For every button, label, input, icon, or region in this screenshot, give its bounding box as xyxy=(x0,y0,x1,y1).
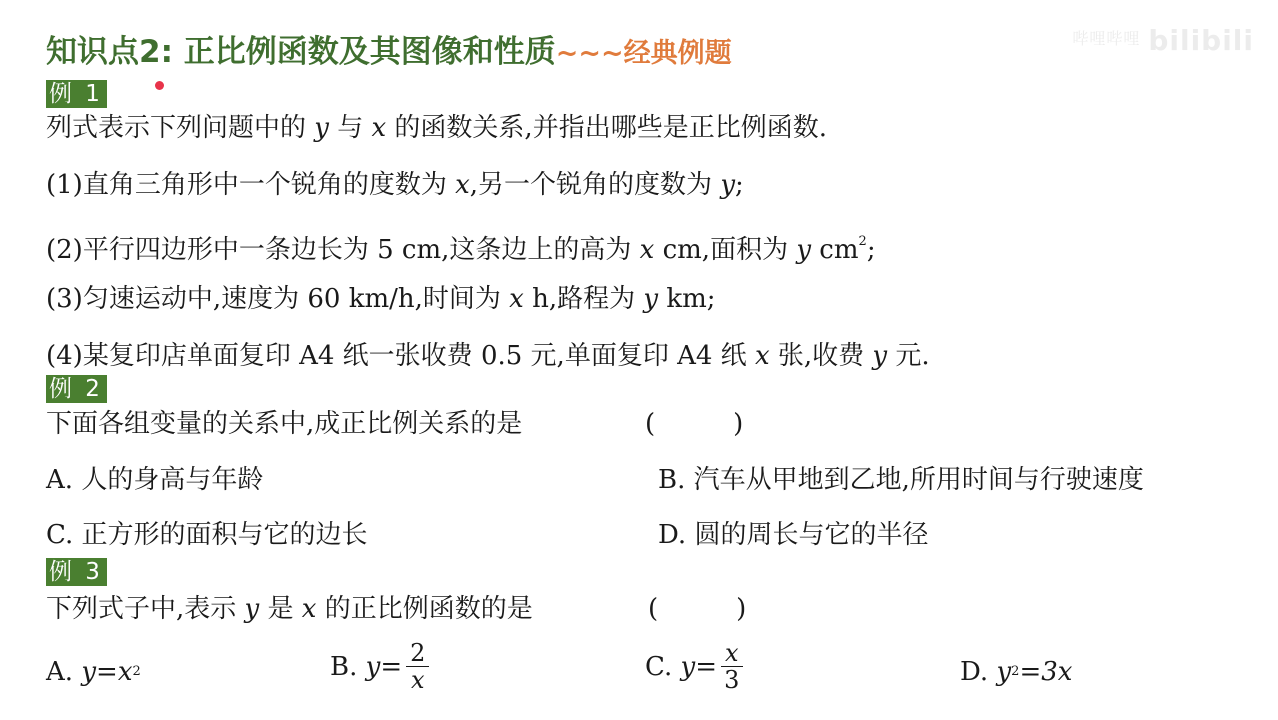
text: 与 xyxy=(328,113,372,143)
example-2-prompt: 下面各组变量的关系中,成正比例关系的是 xyxy=(46,409,523,439)
var-y: y xyxy=(720,170,736,200)
example-1-item-3 xyxy=(46,282,716,316)
example-2-option-b xyxy=(658,463,1144,497)
example-2-option-d xyxy=(658,518,928,552)
title-main: 知识点2: 正比例函数及其图像和性质 xyxy=(46,34,556,70)
option-label: A. xyxy=(46,465,74,495)
title-suffix: ~~~经典例题 xyxy=(555,38,732,69)
equals-sign: = xyxy=(1019,657,1042,687)
option-text: 圆的周长与它的半径 xyxy=(694,520,929,550)
text: cm xyxy=(811,235,859,265)
superscript: 2 xyxy=(132,664,141,679)
example-1-badge: 例 1 xyxy=(46,80,107,108)
text: h,路程为 xyxy=(523,284,644,314)
page-title xyxy=(46,32,732,74)
var-y: y xyxy=(796,235,812,265)
var-y: y xyxy=(81,657,97,687)
option-label: B. xyxy=(658,465,686,495)
text: km; xyxy=(658,284,716,314)
var-x: x xyxy=(509,284,524,314)
numerator: 2 xyxy=(406,640,429,667)
text: (3)匀速运动中,速度为 60 km/h,时间为 xyxy=(46,284,510,314)
var-y: y xyxy=(244,594,260,624)
example-2-badge: 例 2 xyxy=(46,375,107,403)
var-y: y xyxy=(314,113,329,143)
text: ; xyxy=(735,170,744,200)
text: (1)直角三角形中一个锐角的度数为 xyxy=(46,170,456,200)
example-1-item-1 xyxy=(46,168,744,202)
text: 张,收费 xyxy=(769,341,873,371)
text: 下列式子中,表示 xyxy=(46,594,245,624)
expression-3x: 3x xyxy=(1041,657,1073,687)
equals-sign: = xyxy=(695,651,717,682)
example-3-option-a xyxy=(46,655,141,689)
equals-sign: = xyxy=(380,651,403,682)
option-text: 正方形的面积与它的边长 xyxy=(81,520,368,550)
var-x: x xyxy=(371,113,387,143)
var-x: x xyxy=(301,594,317,624)
example-1-item-2 xyxy=(46,225,876,267)
var-y: y xyxy=(643,284,659,314)
option-text: 汽车从甲地到乙地,所用时间与行驶速度 xyxy=(693,465,1144,495)
var-x: x xyxy=(117,657,133,687)
example-3-option-c xyxy=(645,640,743,693)
numerator: x xyxy=(721,640,743,667)
var-x: x xyxy=(754,341,770,371)
example-3-answer-blank: ( ) xyxy=(648,594,747,624)
option-label: A. xyxy=(46,657,74,687)
text: cm,面积为 xyxy=(654,235,797,265)
example-2-option-c xyxy=(46,518,368,552)
example-2-option-a xyxy=(46,463,263,497)
var-y: y xyxy=(680,651,696,682)
equals-sign: = xyxy=(96,657,118,687)
var-x: x xyxy=(455,170,470,200)
text: 的函数关系,并指出哪些是正比例函数. xyxy=(386,113,827,143)
superscript: 2 xyxy=(1011,664,1020,679)
example-1-item-4 xyxy=(46,339,930,373)
text: (4)某复印店单面复印 A4 纸一张收费 0.5 元,单面复印 A4 纸 xyxy=(46,341,755,371)
text: 列式表示下列问题中的 xyxy=(46,113,315,143)
text: 是 xyxy=(259,594,302,624)
option-label: D. xyxy=(658,520,687,550)
example-3-prompt xyxy=(46,592,533,626)
text: 元. xyxy=(887,341,930,371)
var-y: y xyxy=(872,341,888,371)
example-2-answer-blank: ( ) xyxy=(645,409,744,439)
option-text: 人的身高与年龄 xyxy=(81,465,264,495)
denominator: x xyxy=(411,666,425,694)
text: (2)平行四边形中一条边长为 5 cm,这条边上的高为 xyxy=(46,235,640,265)
bilibili-watermark xyxy=(1072,24,1254,57)
text: ,另一个锐角的度数为 xyxy=(469,170,721,200)
example-3-option-d xyxy=(960,655,1072,689)
option-label: B. xyxy=(330,651,358,682)
text: ; xyxy=(866,235,876,265)
fraction xyxy=(406,640,429,693)
example-3-option-b xyxy=(330,640,429,693)
laser-pointer-dot xyxy=(155,81,164,90)
option-label: D. xyxy=(960,657,989,687)
var-y: y xyxy=(365,651,381,682)
superscript: 2 xyxy=(858,234,867,249)
var-y: y xyxy=(996,657,1012,687)
bilibili-logo-icon: bilibili xyxy=(1148,24,1254,57)
option-label: C. xyxy=(46,520,74,550)
example-1-prompt xyxy=(46,111,827,145)
example-3-badge: 例 3 xyxy=(46,558,107,586)
watermark-small-text: 哔哩哔哩 xyxy=(1072,29,1141,48)
denominator: 3 xyxy=(724,666,740,694)
text: 的正比例函数的是 xyxy=(316,594,533,624)
option-label: C. xyxy=(645,651,673,682)
var-x: x xyxy=(639,235,655,265)
fraction xyxy=(721,640,743,693)
